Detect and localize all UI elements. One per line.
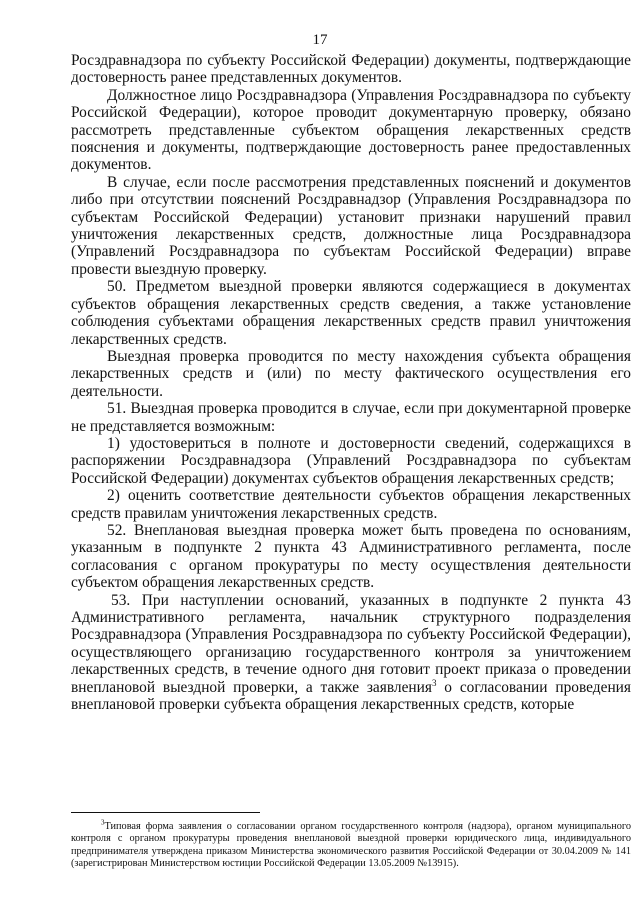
paragraph-51-item-2: 2) оценить соответствие деятельности субъектов обращения лекарственных средств правилам уничтожения лекарственных средств. [71, 487, 631, 522]
paragraph-53-text-start: 53. При наступлении оснований, указанных в подпункте 2 пункта 43 Административного регламента, начальник структурного подразделения Росздравнадзора (Управления Росздравнадзора по субъекту Российской Федерации), осуществляющего организацию государственного контроля за уничтожением лекарственных средств, в течение одного дня готовит проект приказа о проведении внеплановой выездной проверки, а также заявления [71, 591, 631, 696]
paragraph-53-text-end: о согласовании проведения внеплановой проверки субъекта обращения лекарственных средств, которые [71, 678, 631, 714]
paragraph-51-item-1: 1) удостовериться в полноте и достоверности сведений, содержащихся в распоряжении Росздравнадзора (Управлений Росздравнадзора по субъектам Российской Федерации) документах субъектов обращения лекарственных средств; [71, 434, 631, 487]
footnote-text: Типовая форма заявления о согласовании органом государственного контроля (надзора), органом муниципального контроля с органом прокуратуры проведения внеплановой выездной проверки юридического лица, индивидуального предпринимателя утверждена приказом Министерства экономического развития Российской Федерации от 30.04.2009 № 141 (зарегистрирован Министерством юстиции Российской Федерации 13.05.2009 №13915). [71, 821, 631, 869]
paragraph-official-duty: Должностное лицо Росздравнадзора (Управления Росздравнадзора по субъекту Российской Федерации), которое проводит документарную проверку, обязано рассмотреть представленные субъектом обращения лекарственных средств пояснения и документы, подтверждающие достоверность ранее предоставленных документов. [71, 86, 631, 174]
paragraph-50: 50. Предметом выездной проверки являются содержащиеся в документах субъектов обращения лекарственных средств сведения, а также установление соблюдения субъектами обращения лекарственных средств правил уничтожения лекарственных средств. [71, 278, 631, 348]
paragraph-51: 51. Выездная проверка проводится в случае, если при документарной проверке не представляется возможным: [71, 400, 631, 435]
paragraph-continuation: Росздравнадзора по субъекту Российской Федерации) документы, подтверждающие достоверность ранее представленных документов. [71, 52, 631, 87]
footnote-separator [71, 812, 260, 813]
footnote-marker: 3 [101, 818, 105, 827]
paragraph-52: 52. Внеплановая выездная проверка может быть проведена по основаниям, указанным в подпункте 2 пункта 43 Административного регламента, после согласования с органом прокуратуры по месту осуществления деятельности субъектом обращения лекарственных средств. [71, 521, 631, 592]
page-number: 17 [312, 32, 328, 48]
paragraph-53 [71, 592, 631, 714]
document-body [71, 52, 631, 713]
paragraph-inspection-location: Выездная проверка проводится по месту нахождения субъекта обращения лекарственных средств и (или) по месту фактического осуществления его деятельности. [71, 347, 631, 400]
footnote-reference-marker: 3 [431, 677, 437, 688]
paragraph-violation-case: В случае, если после рассмотрения представленных пояснений и документов либо при отсутствии пояснений Росздравнадзор (Управления Росздравнадзора по субъектам Российской Федерации) установит признаки нарушений правил уничтожения лекарственных средств, должностные лица Росздравнадзора (Управлений Росздравнадзора по субъектам Российской Федерации) вправе провести выездную проверку. [71, 173, 631, 278]
footnote [71, 818, 631, 870]
